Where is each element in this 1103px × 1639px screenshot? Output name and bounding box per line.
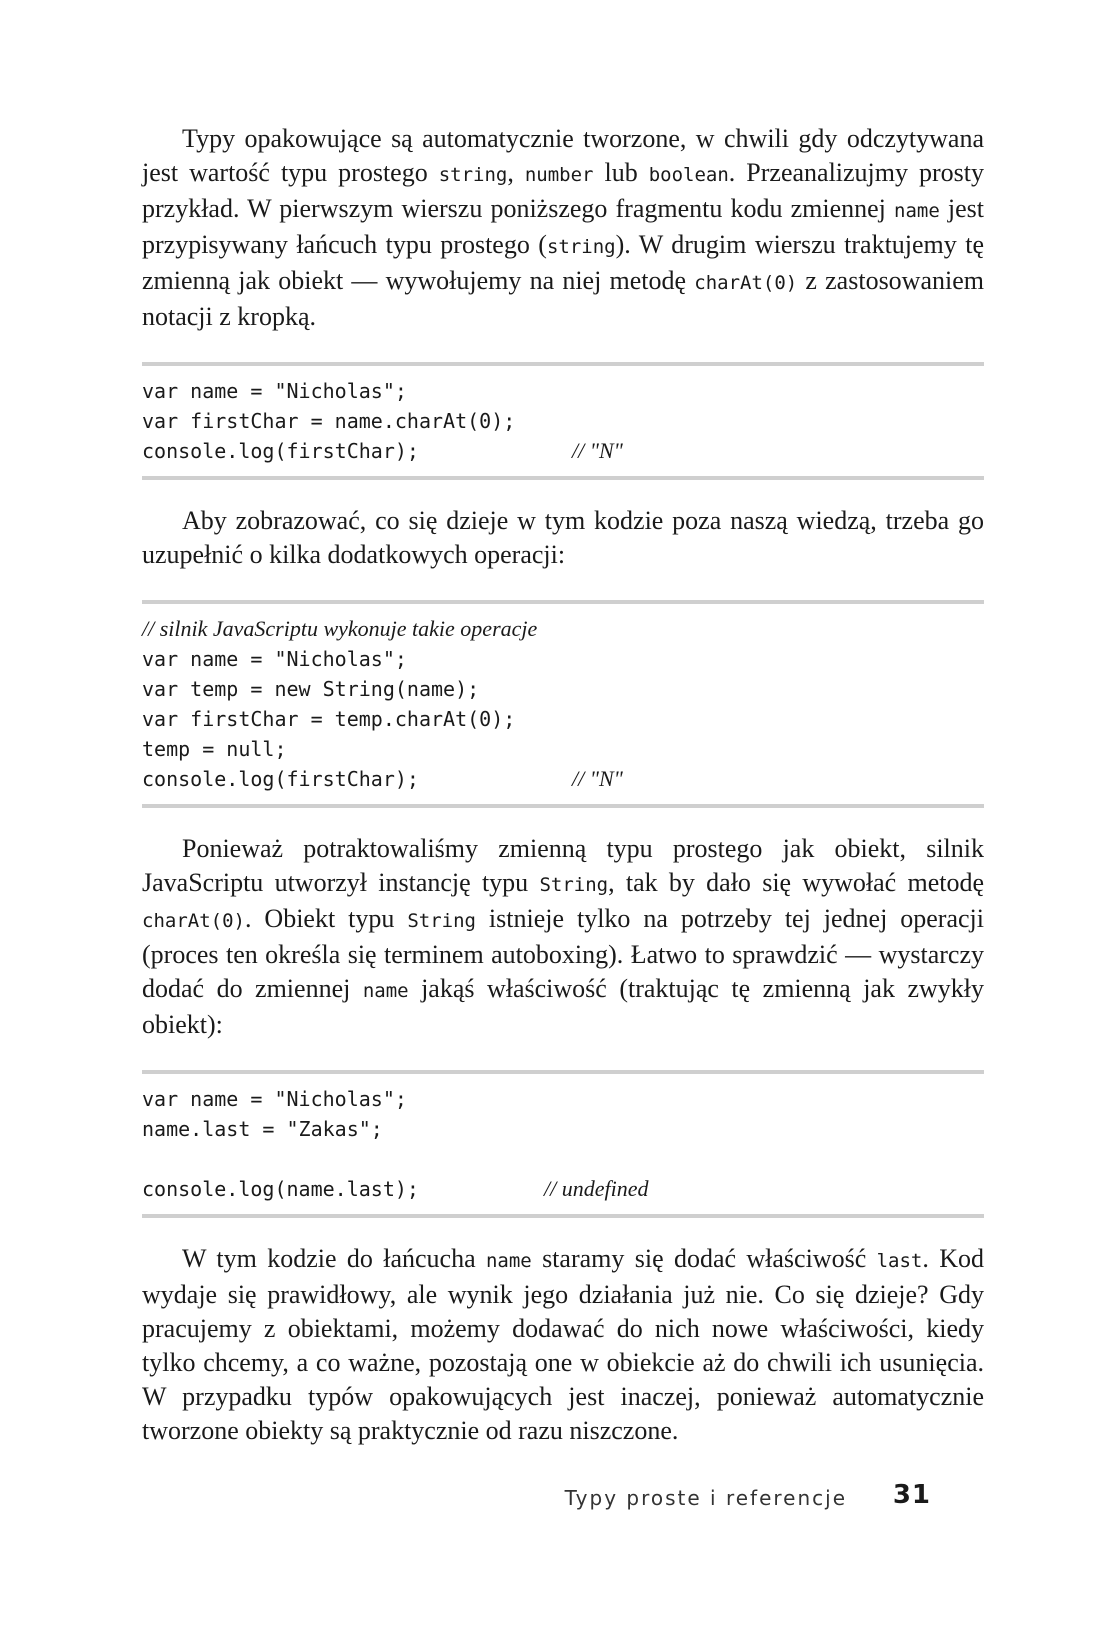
paragraph-4 xyxy=(142,1242,984,1448)
code-comment-line: // silnik JavaScriptu wykonuje takie operacje xyxy=(142,616,538,641)
code-line: var firstChar = temp.charAt(0); xyxy=(142,707,516,731)
inline-code: name xyxy=(485,1250,532,1272)
text: z zastosowaniem notacji z kropką. xyxy=(142,266,984,331)
code-line: var name = "Nicholas"; xyxy=(142,1087,407,1111)
text: ). W drugim wierszu traktujemy tę zmienną jak obiekt — wywołujemy na niej metodę xyxy=(142,230,984,295)
paragraph-2 xyxy=(142,504,984,572)
text: , xyxy=(507,158,525,187)
text: lub xyxy=(593,158,649,187)
code-line-blank xyxy=(142,1144,984,1174)
code-line xyxy=(142,1174,984,1204)
inline-code: charAt(0) xyxy=(142,910,245,932)
text: istnieje tylko na potrzeby tej jednej operacji (proces ten określa się terminem autoboxing). Łatwo to sprawdzić — wystarczy dodać do zmiennej xyxy=(142,904,984,1003)
code-line xyxy=(142,436,984,466)
text: , tak by dało się wywołać metodę xyxy=(608,868,985,897)
text: . Kod wydaje się prawidłowy, ale wynik jego działania już nie. Co się dzieje? Gdy pracujemy z obiektami, możemy dodawać do nich nowe właściwości, kiedy tylko chcemy, a co ważne, pozostają one w obiekcie aż do chwili ich usunięcia. W przypadku typów opakowujących jest inaczej, ponieważ automatycznie tworzone obiekty są praktycznie od razu niszczone. xyxy=(142,1244,984,1445)
code-line: var temp = new String(name); xyxy=(142,677,480,701)
code-line: name.last = "Zakas"; xyxy=(142,1117,383,1141)
inline-code: last xyxy=(876,1250,923,1272)
code-text: console.log(name.last); xyxy=(142,1177,419,1201)
running-head: Typy proste i referencje xyxy=(564,1486,847,1510)
inline-code: String xyxy=(407,910,476,932)
text: . Przeanalizujmy prosty przykład. W pierwszym wierszu poniższego fragmentu kodu zmiennej xyxy=(142,158,984,223)
text: W tym kodzie do łańcucha xyxy=(182,1244,486,1273)
code-block-2 xyxy=(142,600,984,808)
code-line: var name = "Nicholas"; xyxy=(142,379,407,403)
inline-code: string xyxy=(546,236,616,258)
paragraph-1 xyxy=(142,122,984,334)
text: . Obiekt typu xyxy=(244,904,408,933)
text: Aby zobrazować, co się dzieje w tym kodzie poza naszą wiedzą, trzeba go uzupełnić o kilka dodatkowych operacji: xyxy=(142,506,984,569)
inline-code: name xyxy=(894,200,940,222)
inline-code: string xyxy=(438,164,508,186)
code-line: temp = null; xyxy=(142,737,287,761)
code-comment: // "N" xyxy=(572,766,623,791)
code-text: console.log(firstChar); xyxy=(142,767,419,791)
code-line: var firstChar = name.charAt(0); xyxy=(142,409,516,433)
inline-code: boolean xyxy=(648,164,729,186)
page-number: 31 xyxy=(892,1480,931,1510)
page-footer xyxy=(0,1480,1103,1520)
text: staramy się dodać właściwość xyxy=(531,1244,877,1273)
inline-code: number xyxy=(524,164,594,186)
inline-code: name xyxy=(362,980,409,1002)
page-content xyxy=(142,122,984,1448)
code-comment: // undefined xyxy=(544,1176,649,1201)
text: jakąś właściwość (traktując tę zmienną jak zwykły obiekt): xyxy=(142,974,984,1039)
code-block-1 xyxy=(142,362,984,480)
inline-code: String xyxy=(539,874,609,896)
code-block-3 xyxy=(142,1070,984,1218)
paragraph-3 xyxy=(142,832,984,1042)
code-line: var name = "Nicholas"; xyxy=(142,647,407,671)
inline-code: charAt(0) xyxy=(694,272,798,294)
text: Ponieważ potraktowaliśmy zmienną typu prostego jak obiekt, silnik JavaScriptu utworzył instancję typu xyxy=(142,834,984,897)
code-line xyxy=(142,764,984,794)
code-comment: // "N" xyxy=(572,438,623,463)
text: jest przypisywany łańcuch typu prostego ( xyxy=(142,194,984,259)
code-text: console.log(firstChar); xyxy=(142,439,419,463)
text: Typy opakowujące są automatycznie tworzone, w chwili gdy odczytywana jest wartość typu prostego xyxy=(142,124,984,187)
